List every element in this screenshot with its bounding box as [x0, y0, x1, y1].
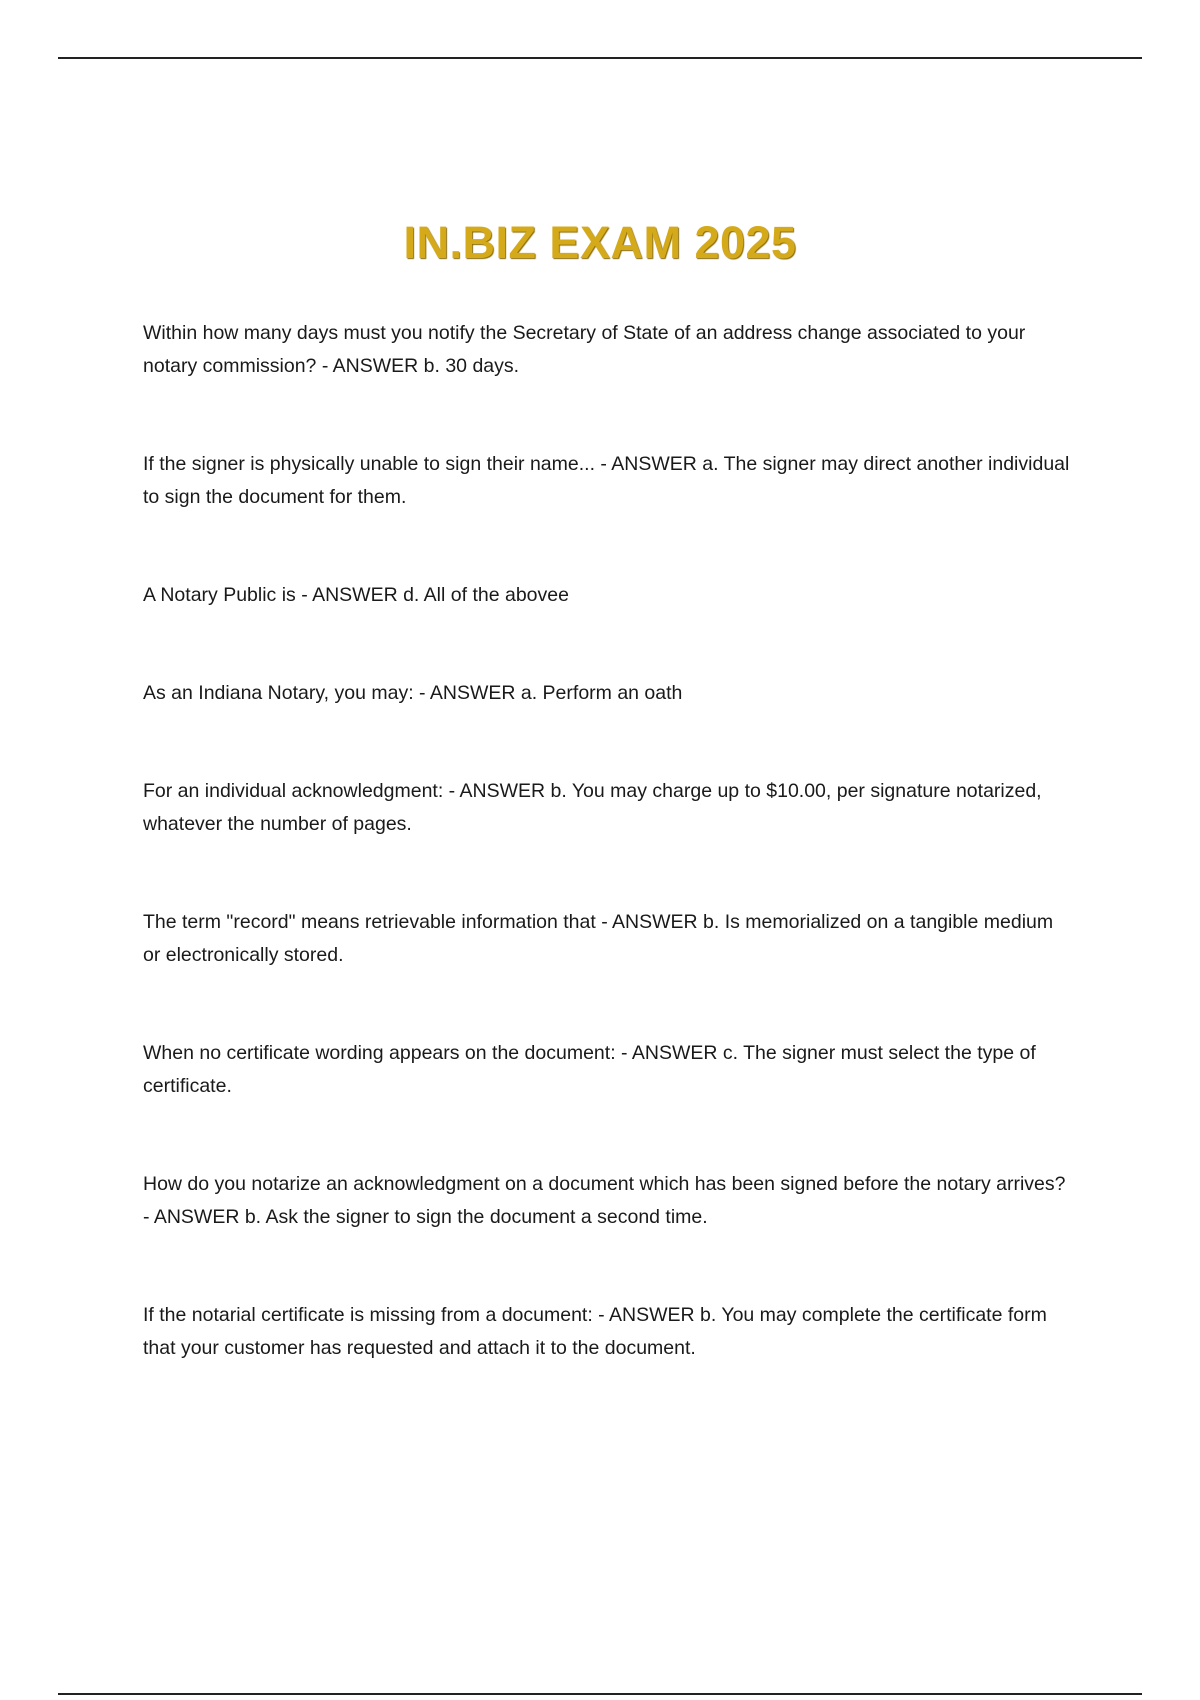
- qa-item-7: When no certificate wording appears on the document: - ANSWER c. The signer must select the type of certificate.: [143, 1042, 1036, 1097]
- qa-item-5: For an individual acknowledgment: - ANSWER b. You may charge up to $10.00, per signature notarized, whatever the number of pages.: [143, 780, 1042, 835]
- qa-item-1: Within how many days must you notify the Secretary of State of an address change associated to your notary commission? - ANSWER b. 30 days.: [143, 322, 1026, 377]
- qa-item-4: As an Indiana Notary, you may: - ANSWER a. Perform an oath: [143, 682, 683, 704]
- qa-item-8: How do you notarize an acknowledgment on a document which has been signed before the notary arrives? - ANSWER b. Ask the signer to sign the document a second time.: [143, 1173, 1066, 1228]
- bottom-rule: [58, 1693, 1142, 1695]
- top-rule: [58, 57, 1142, 59]
- qa-item-3: A Notary Public is - ANSWER d. All of the abovee: [143, 584, 569, 606]
- qa-item-2: If the signer is physically unable to sign their name... - ANSWER a. The signer may direct another individual to sign the document for them.: [143, 453, 1070, 508]
- qa-item-9: If the notarial certificate is missing from a document: - ANSWER b. You may complete the certificate form that your customer has requested and attach it to the document.: [143, 1304, 1047, 1359]
- qa-item-6: The term "record" means retrievable information that - ANSWER b. Is memorialized on a tangible medium or electronically stored.: [143, 911, 1054, 966]
- page-title: IN.BIZ EXAM 2025: [403, 217, 797, 268]
